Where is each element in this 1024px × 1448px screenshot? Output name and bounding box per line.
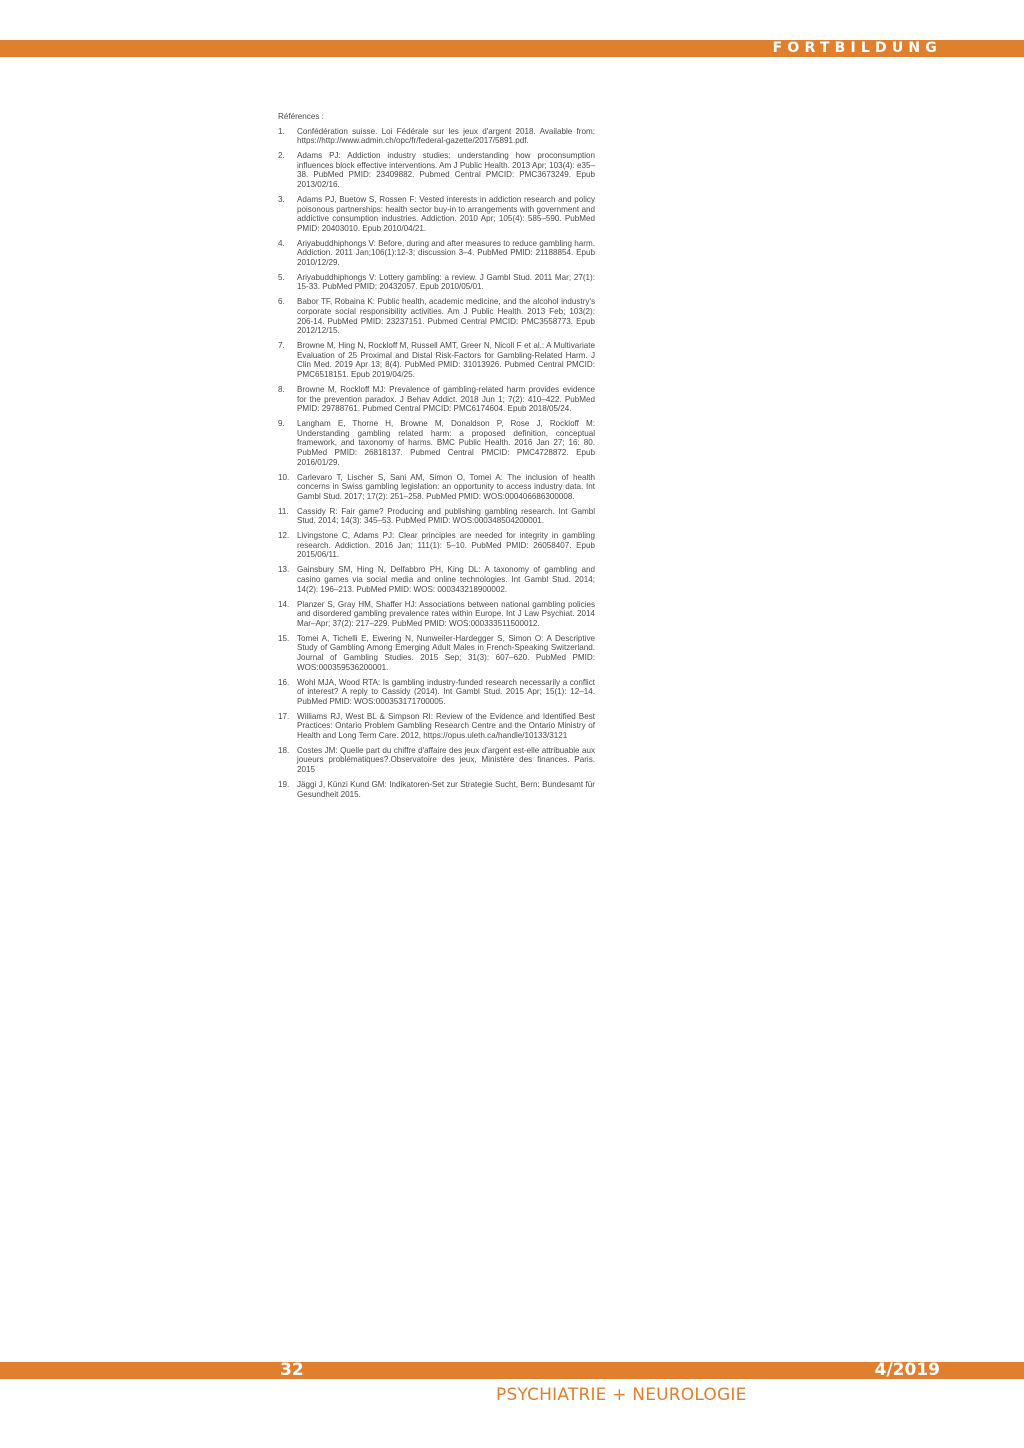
section-label: FORTBILDUNG xyxy=(772,40,942,56)
reference-number: 3. xyxy=(278,194,285,204)
reference-item xyxy=(278,473,595,502)
reference-number: 2. xyxy=(278,151,285,161)
reference-text: Langham E, Thorne H, Browne M, Donaldson P, Rose J, Rockloff M: Understanding gambling related harm: a proposed definition, conceptual framework, and taxonomy of harms. BMC Public Health. 2016 Jan 27; 16: 80. PubMed PMID: 26818137. Pubmed Central PMCID: PMC4728872. Epub 2016/01/29. xyxy=(297,419,595,467)
reference-number: 9. xyxy=(278,419,285,429)
reference-text: Browne M, Rockloff MJ: Prevalence of gambling-related harm provides evidence for the prevention paradox. J Behav Addict. 2018 Jun 1; 7(2): 410–422. PubMed PMID: 29788761. Pubmed Central PMCID: PMC6174604. Epub 2018/05/24. xyxy=(297,384,595,414)
reference-item xyxy=(278,746,595,775)
reference-item xyxy=(278,780,595,799)
reference-text: Jäggi J, Künzi Kund GM: Indikatoren-Set zur Strategie Sucht, Bern: Bundesamt für Gesundheit 2015. xyxy=(297,780,595,799)
reference-number: 5. xyxy=(278,272,285,282)
reference-item xyxy=(278,600,595,629)
references-heading: Références : xyxy=(278,112,324,121)
references-block xyxy=(278,112,595,805)
reference-number: 8. xyxy=(278,384,285,394)
reference-text: Cassidy R: Fair game? Producing and publishing gambling research. Int Gambl Stud. 2014; 14(3): 345–53. PubMed PMID: WOS:000348504200001. xyxy=(297,506,595,526)
reference-text: Adams PJ: Addiction industry studies: understanding how proconsumption influences block effective interventions. Am J Public Health. 2013 Apr; 103(4): e35–38. PubMed PMID: 23409882. Pubmed Central PMCID: PMC3673249. Epub 2013/02/16. xyxy=(297,151,595,189)
reference-text: Tomei A, Tichelli E, Ewering N, Nunweiler-Hardegger S, Simon O: A Descriptive Study of Gambling Among Emerging Adult Males in French-Speaking Switzerland. Journal of Gambling Studies. 2015 Sep; 31(3): 607–620. PubMed PMID: WOS:000359536200001. xyxy=(297,633,595,672)
reference-item xyxy=(278,127,595,146)
reference-item xyxy=(278,507,595,526)
journal-title: PSYCHIATRIE + NEUROLOGIE xyxy=(496,1385,747,1405)
reference-item xyxy=(278,712,595,741)
reference-number: 10. xyxy=(278,472,290,482)
reference-number: 19. xyxy=(278,780,290,790)
reference-text: Livingstone C, Adams PJ: Clear principles are needed for integrity in gambling research. Addiction. 2016 Jan; 111(1): 5–10. PubMed PMID: 26058407. Epub 2015/06/11. xyxy=(297,531,595,560)
reference-item xyxy=(278,239,595,268)
reference-item xyxy=(278,195,595,233)
reference-number: 17. xyxy=(278,711,290,721)
reference-item xyxy=(278,297,595,335)
issue-label: 4/2019 xyxy=(874,1360,940,1380)
reference-text: Wohl MJA, Wood RTA: Is gambling industry-funded research necessarily a conflict of interest? A reply to Cassidy (2014). Int Gambl Stud. 2015 Apr; 15(1): 12–14. PubMed PMID: WOS:000353171700005. xyxy=(297,677,595,706)
reference-number: 13. xyxy=(278,565,290,575)
reference-item xyxy=(278,385,595,414)
reference-item xyxy=(278,531,595,560)
reference-item xyxy=(278,273,595,292)
reference-text: Planzer S, Gray HM, Shaffer HJ: Associations between national gambling policies and disordered gambling prevalence rates within Europe. Int J Law Psychiat. 2014 Mar–Apr; 37(2): 217–229. PubMed PMID: WOS:000333511500012. xyxy=(297,599,595,628)
reference-text: Williams RJ, West BL & Simpson RI: Review of the Evidence and Identified Best Practices: Ontario Problem Gambling Research Centre and the Ontario Ministry of Health and Long Term Care. 2012, https://opus.uleth.ca/handle/10133/3121 xyxy=(297,711,595,740)
reference-text: Babor TF, Robaina K: Public health, academic medicine, and the alcohol industry's corporate social responsibility activities. Am J Public Health. 2013 Feb; 103(2): 206-14. PubMed PMID: 23237151. Pubmed Central PMCID: PMC3558773. Epub 2012/12/15. xyxy=(297,297,595,336)
reference-text: Costes JM: Quelle part du chiffre d'affaire des jeux d'argent est-elle attribuable aux joueurs problématiques?.Observatoire des jeux, Ministère des finances. Paris. 2015 xyxy=(297,745,595,775)
reference-item xyxy=(278,634,595,672)
reference-number: 12. xyxy=(278,531,290,541)
reference-item xyxy=(278,678,595,707)
reference-number: 15. xyxy=(278,633,290,643)
reference-item xyxy=(278,565,595,594)
page-number: 32 xyxy=(280,1360,304,1380)
reference-number: 11. xyxy=(278,506,289,516)
footer-band xyxy=(0,1362,1024,1379)
reference-text: Ariyabuddhiphongs V: Before, during and after measures to reduce gambling harm. Addiction. 2011 Jan;106(1):12-3; discussion 3–4. PubMed PMID: 21188854. Epub 2010/12/29. xyxy=(297,238,595,267)
reference-text: Confédération suisse. Loi Fédérale sur les jeux d'argent 2018. Available from: https://http://www.admin.ch/opc/fr/federal-gazette/2017/5891.pdf. xyxy=(297,126,595,146)
reference-number: 18. xyxy=(278,745,290,755)
reference-item xyxy=(278,341,595,379)
reference-number: 6. xyxy=(278,297,285,307)
reference-number: 16. xyxy=(278,677,290,687)
reference-text: Ariyabuddhiphongs V: Lottery gambling: a review. J Gambl Stud. 2011 Mar; 27(1): 15-33. PubMed PMID: 20432057. Epub 2010/05/01. xyxy=(297,272,595,292)
reference-number: 7. xyxy=(278,341,285,351)
reference-item xyxy=(278,151,595,189)
reference-text: Adams PJ, Buetow S, Rossen F: Vested interests in addiction research and policy poisonous partnerships: health sector buy-in to arrangements with government and addictive consumption industries. Addiction. 2010 Apr; 105(4): 585–590. PubMed PMID: 20403010. Epub 2010/04/21. xyxy=(297,194,595,233)
reference-text: Browne M, Hing N, Rockloff M, Russell AMT, Greer N, Nicoll F et al.: A Multivariate Evaluation of 25 Proximal and Distal Risk-Factors for Gambling-Related Harm. J Clin Med. 2019 Apr 13; 8(4). PubMed PMID: 31013926. Pubmed Central PMCID: PMC6518151. Epub 2019/04/25. xyxy=(297,341,595,379)
reference-number: 4. xyxy=(278,238,285,248)
reference-item xyxy=(278,419,595,467)
references-list xyxy=(278,127,595,800)
reference-text: Gainsbury SM, Hing N, Delfabbro PH, King DL: A taxonomy of gambling and casino games via social media and online technologies. Int Gambl Stud. 2014; 14(2): 196–213. PubMed PMID: WOS: 000343218900002. xyxy=(297,565,595,594)
reference-text: Carlevaro T, Lischer S, Sani AM, Simon O, Tomei A: The inclusion of health concerns in Swiss gambling legislation: an opportunity to access industry data. Int Gambl Stud. 2017; 17(2): 251–258. PubMed PMID: WOS:000406686300008. xyxy=(297,472,595,501)
header-band xyxy=(0,40,1024,57)
reference-number: 14. xyxy=(278,599,290,609)
reference-number: 1. xyxy=(278,126,285,136)
